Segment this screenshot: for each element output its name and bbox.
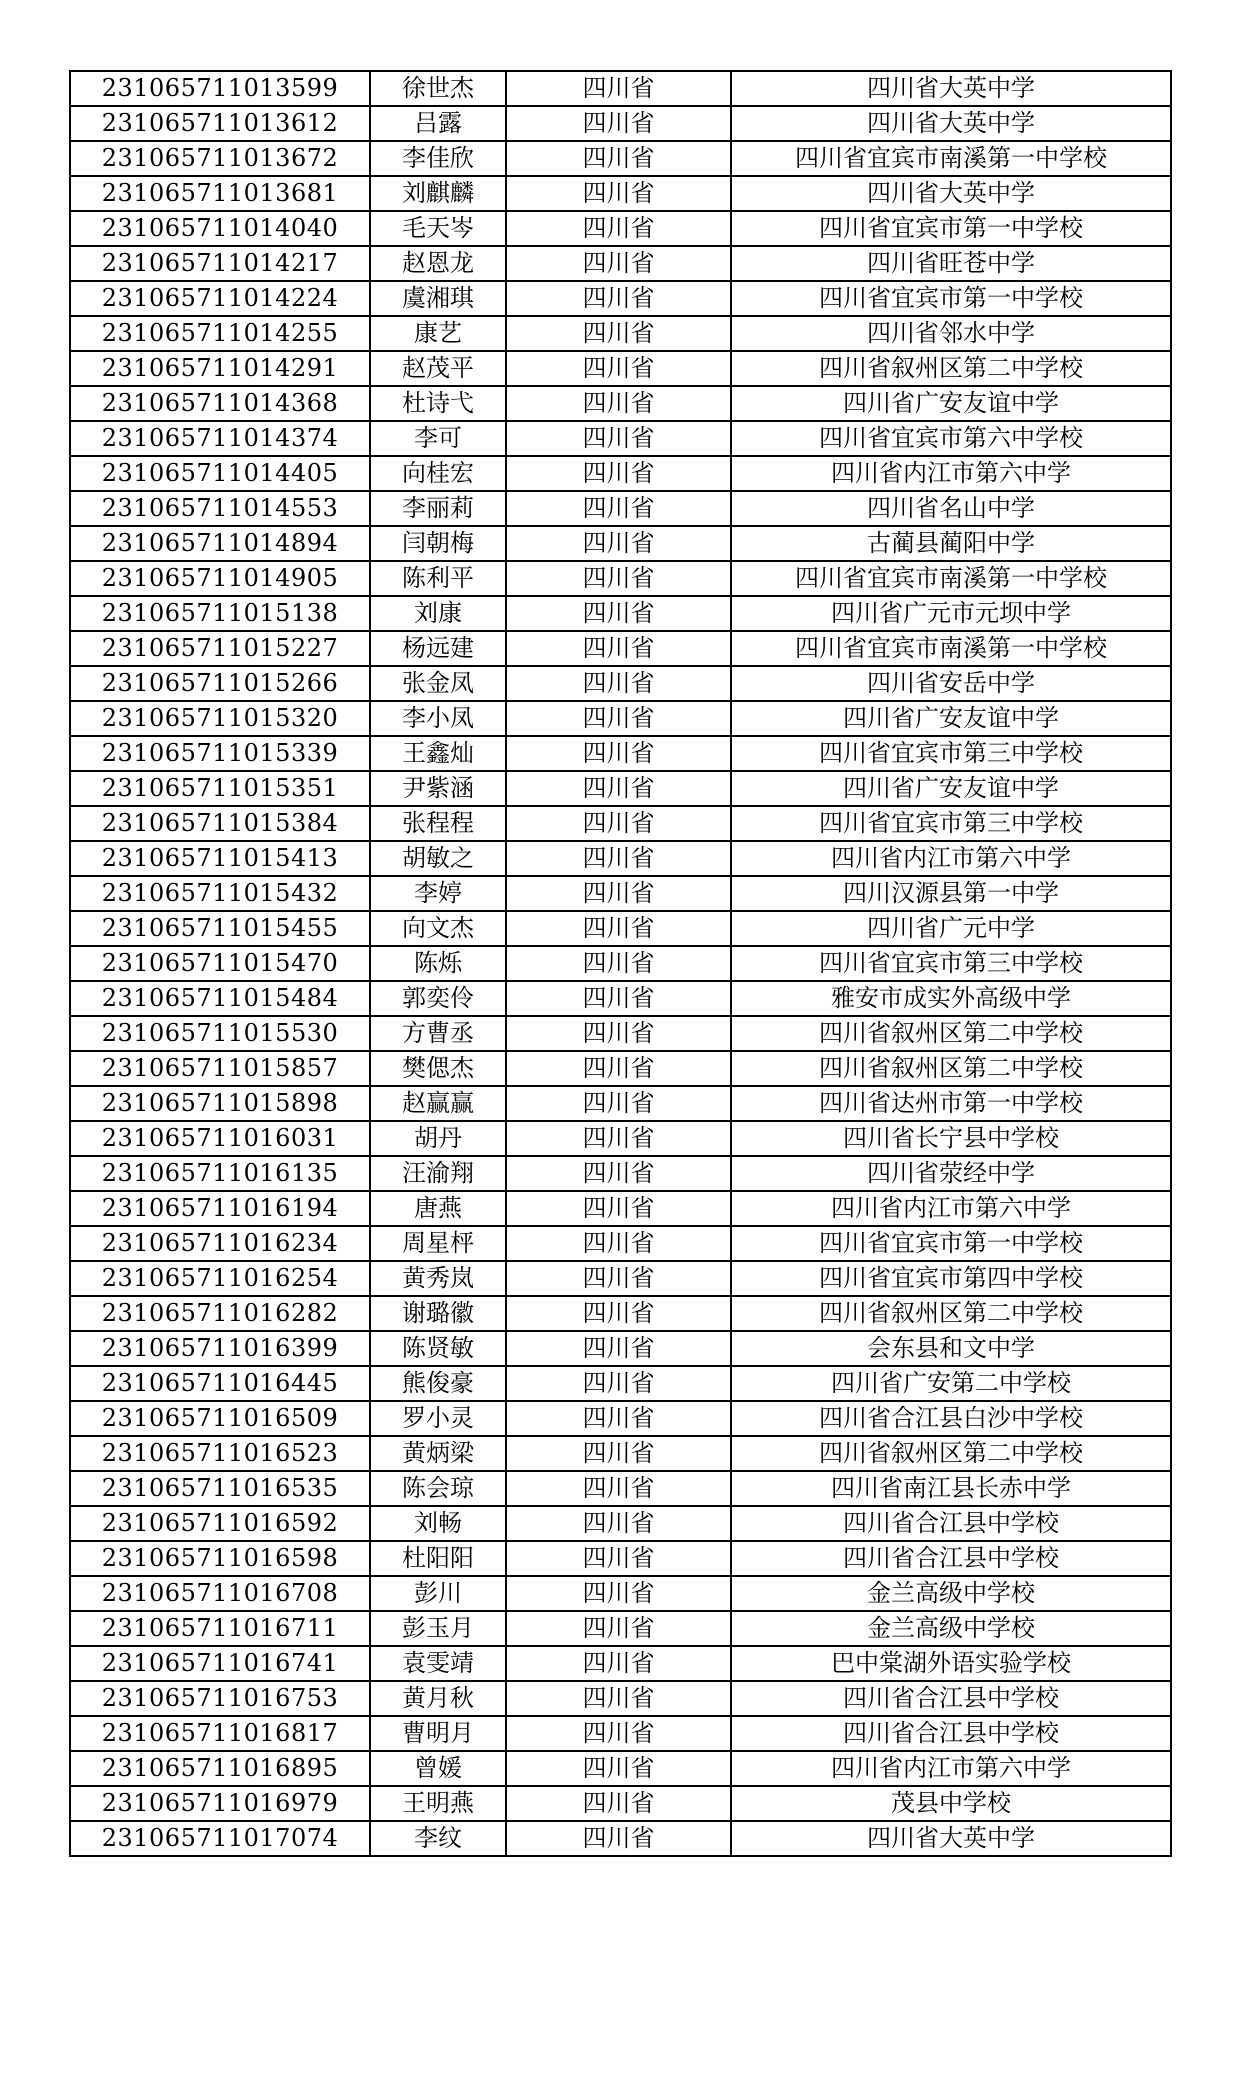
province-cell: 四川省 [506,421,731,456]
table-row [70,1296,1171,1331]
candidate-id-cell: 231065711016741 [70,1646,370,1681]
province-cell: 四川省 [506,1611,731,1646]
school-cell: 四川省合江县白沙中学校 [731,1401,1171,1436]
table-row [70,1716,1171,1751]
table-row [70,1681,1171,1716]
school-cell: 四川省广安第二中学校 [731,1366,1171,1401]
table-row [70,1191,1171,1226]
name-cell: 李纹 [370,1821,506,1856]
table-row [70,701,1171,736]
name-cell: 陈烁 [370,946,506,981]
name-cell: 周星枰 [370,1226,506,1261]
school-cell: 四川省宜宾市第一中学校 [731,211,1171,246]
province-cell: 四川省 [506,596,731,631]
candidate-id-cell: 231065711015351 [70,771,370,806]
name-cell: 罗小灵 [370,1401,506,1436]
school-cell: 四川省南江县长赤中学 [731,1471,1171,1506]
table-row [70,141,1171,176]
name-cell: 赵恩龙 [370,246,506,281]
name-cell: 谢璐徽 [370,1296,506,1331]
school-cell: 四川汉源县第一中学 [731,876,1171,911]
school-cell: 四川省宜宾市第六中学校 [731,421,1171,456]
candidate-id-cell: 231065711014368 [70,386,370,421]
name-cell: 袁雯靖 [370,1646,506,1681]
table-row [70,1051,1171,1086]
candidate-id-cell: 231065711016895 [70,1751,370,1786]
school-cell: 雅安市成实外高级中学 [731,981,1171,1016]
table-row [70,806,1171,841]
table-row [70,1576,1171,1611]
school-cell: 四川省叙州区第二中学校 [731,1051,1171,1086]
table-row [70,1121,1171,1156]
candidate-id-cell: 231065711015470 [70,946,370,981]
name-cell: 刘畅 [370,1506,506,1541]
province-cell: 四川省 [506,806,731,841]
candidate-id-cell: 231065711015413 [70,841,370,876]
province-cell: 四川省 [506,1541,731,1576]
candidate-id-cell: 231065711013599 [70,71,370,106]
province-cell: 四川省 [506,1191,731,1226]
school-cell: 四川省叙州区第二中学校 [731,1016,1171,1051]
candidate-id-cell: 231065711016282 [70,1296,370,1331]
name-cell: 彭川 [370,1576,506,1611]
province-cell: 四川省 [506,1751,731,1786]
name-cell: 唐燕 [370,1191,506,1226]
school-cell: 四川省广元中学 [731,911,1171,946]
province-cell: 四川省 [506,911,731,946]
candidate-id-cell: 231065711015384 [70,806,370,841]
school-cell: 四川省旺苍中学 [731,246,1171,281]
school-cell: 四川省达州市第一中学校 [731,1086,1171,1121]
candidate-id-cell: 231065711016399 [70,1331,370,1366]
school-cell: 四川省荥经中学 [731,1156,1171,1191]
candidate-id-cell: 231065711016135 [70,1156,370,1191]
table-row [70,1226,1171,1261]
candidate-id-cell: 231065711015266 [70,666,370,701]
candidate-id-cell: 231065711014405 [70,456,370,491]
province-cell: 四川省 [506,981,731,1016]
candidate-id-cell: 231065711015857 [70,1051,370,1086]
table-row [70,736,1171,771]
province-cell: 四川省 [506,841,731,876]
table-row [70,1016,1171,1051]
candidate-id-cell: 231065711014224 [70,281,370,316]
province-cell: 四川省 [506,351,731,386]
table-row [70,106,1171,141]
province-cell: 四川省 [506,106,731,141]
name-cell: 樊偲杰 [370,1051,506,1086]
candidate-id-cell: 231065711013681 [70,176,370,211]
name-cell: 曹明月 [370,1716,506,1751]
candidate-id-cell: 231065711015320 [70,701,370,736]
province-cell: 四川省 [506,666,731,701]
table-row [70,631,1171,666]
province-cell: 四川省 [506,631,731,666]
school-cell: 四川省广安友谊中学 [731,386,1171,421]
table-row [70,946,1171,981]
name-cell: 陈利平 [370,561,506,596]
name-cell: 徐世杰 [370,71,506,106]
province-cell: 四川省 [506,1401,731,1436]
name-cell: 虞湘琪 [370,281,506,316]
table-row [70,1401,1171,1436]
candidate-id-cell: 231065711015138 [70,596,370,631]
province-cell: 四川省 [506,1506,731,1541]
candidate-id-cell: 231065711014255 [70,316,370,351]
table-row [70,1506,1171,1541]
name-cell: 李小凤 [370,701,506,736]
table-row [70,456,1171,491]
school-cell: 四川省安岳中学 [731,666,1171,701]
province-cell: 四川省 [506,141,731,176]
table-row [70,561,1171,596]
name-cell: 李可 [370,421,506,456]
school-cell: 茂县中学校 [731,1786,1171,1821]
candidate-id-cell: 231065711016979 [70,1786,370,1821]
school-cell: 四川省邻水中学 [731,316,1171,351]
candidate-id-cell: 231065711016817 [70,1716,370,1751]
school-cell: 四川省宜宾市南溪第一中学校 [731,561,1171,596]
name-cell: 李丽莉 [370,491,506,526]
name-cell: 黄月秋 [370,1681,506,1716]
school-cell: 古蔺县蔺阳中学 [731,526,1171,561]
candidate-id-cell: 231065711013672 [70,141,370,176]
school-cell: 四川省宜宾市第三中学校 [731,946,1171,981]
name-cell: 郭奕伶 [370,981,506,1016]
table-row [70,596,1171,631]
candidate-id-cell: 231065711016708 [70,1576,370,1611]
school-cell: 四川省合江县中学校 [731,1716,1171,1751]
candidate-id-cell: 231065711015530 [70,1016,370,1051]
table-row [70,1541,1171,1576]
table-row [70,246,1171,281]
province-cell: 四川省 [506,1016,731,1051]
name-cell: 熊俊豪 [370,1366,506,1401]
candidate-id-cell: 231065711015898 [70,1086,370,1121]
school-cell: 四川省宜宾市第一中学校 [731,1226,1171,1261]
candidate-id-cell: 231065711015455 [70,911,370,946]
province-cell: 四川省 [506,176,731,211]
table-row [70,1611,1171,1646]
roster-table [69,70,1172,1857]
candidate-id-cell: 231065711016194 [70,1191,370,1226]
table-row [70,71,1171,106]
province-cell: 四川省 [506,876,731,911]
school-cell: 四川省合江县中学校 [731,1506,1171,1541]
candidate-id-cell: 231065711016711 [70,1611,370,1646]
table-row [70,1646,1171,1681]
table-row [70,1086,1171,1121]
school-cell: 四川省合江县中学校 [731,1541,1171,1576]
candidate-id-cell: 231065711016535 [70,1471,370,1506]
province-cell: 四川省 [506,456,731,491]
name-cell: 闫朝梅 [370,526,506,561]
candidate-id-cell: 231065711017074 [70,1821,370,1856]
name-cell: 陈贤敏 [370,1331,506,1366]
province-cell: 四川省 [506,1821,731,1856]
school-cell: 金兰高级中学校 [731,1611,1171,1646]
province-cell: 四川省 [506,1051,731,1086]
table-row [70,1261,1171,1296]
province-cell: 四川省 [506,1681,731,1716]
table-row [70,281,1171,316]
province-cell: 四川省 [506,1086,731,1121]
name-cell: 王明燕 [370,1786,506,1821]
name-cell: 杜诗弋 [370,386,506,421]
school-cell: 四川省广元市元坝中学 [731,596,1171,631]
name-cell: 杨远建 [370,631,506,666]
candidate-id-cell: 231065711016031 [70,1121,370,1156]
province-cell: 四川省 [506,1226,731,1261]
roster-table-body [70,71,1171,1856]
name-cell: 康艺 [370,316,506,351]
table-row [70,1156,1171,1191]
roster-table-container [69,70,1170,1857]
candidate-id-cell: 231065711016592 [70,1506,370,1541]
province-cell: 四川省 [506,701,731,736]
candidate-id-cell: 231065711016445 [70,1366,370,1401]
name-cell: 李婷 [370,876,506,911]
candidate-id-cell: 231065711014291 [70,351,370,386]
school-cell: 四川省内江市第六中学 [731,456,1171,491]
table-row [70,1436,1171,1471]
province-cell: 四川省 [506,946,731,981]
province-cell: 四川省 [506,1786,731,1821]
province-cell: 四川省 [506,561,731,596]
name-cell: 彭玉月 [370,1611,506,1646]
province-cell: 四川省 [506,246,731,281]
school-cell: 四川省内江市第六中学 [731,1191,1171,1226]
province-cell: 四川省 [506,281,731,316]
school-cell: 四川省宜宾市第三中学校 [731,736,1171,771]
name-cell: 向桂宏 [370,456,506,491]
candidate-id-cell: 231065711015227 [70,631,370,666]
school-cell: 四川省宜宾市第一中学校 [731,281,1171,316]
candidate-id-cell: 231065711013612 [70,106,370,141]
school-cell: 四川省广安友谊中学 [731,701,1171,736]
province-cell: 四川省 [506,316,731,351]
school-cell: 四川省大英中学 [731,71,1171,106]
candidate-id-cell: 231065711015484 [70,981,370,1016]
school-cell: 四川省叙州区第二中学校 [731,1436,1171,1471]
name-cell: 刘康 [370,596,506,631]
province-cell: 四川省 [506,1716,731,1751]
table-row [70,1331,1171,1366]
table-row [70,666,1171,701]
school-cell: 巴中棠湖外语实验学校 [731,1646,1171,1681]
school-cell: 四川省宜宾市南溪第一中学校 [731,141,1171,176]
table-row [70,1821,1171,1856]
name-cell: 张金凤 [370,666,506,701]
candidate-id-cell: 231065711015339 [70,736,370,771]
school-cell: 四川省名山中学 [731,491,1171,526]
name-cell: 胡丹 [370,1121,506,1156]
table-row [70,1751,1171,1786]
candidate-id-cell: 231065711014894 [70,526,370,561]
province-cell: 四川省 [506,1646,731,1681]
table-row [70,1471,1171,1506]
province-cell: 四川省 [506,1121,731,1156]
province-cell: 四川省 [506,1261,731,1296]
name-cell: 黄秀岚 [370,1261,506,1296]
school-cell: 四川省大英中学 [731,106,1171,141]
table-row [70,176,1171,211]
name-cell: 赵茂平 [370,351,506,386]
province-cell: 四川省 [506,1366,731,1401]
province-cell: 四川省 [506,1296,731,1331]
candidate-id-cell: 231065711016509 [70,1401,370,1436]
candidate-id-cell: 231065711016254 [70,1261,370,1296]
candidate-id-cell: 231065711016753 [70,1681,370,1716]
candidate-id-cell: 231065711014374 [70,421,370,456]
school-cell: 金兰高级中学校 [731,1576,1171,1611]
name-cell: 杜阳阳 [370,1541,506,1576]
candidate-id-cell: 231065711016598 [70,1541,370,1576]
table-row [70,981,1171,1016]
school-cell: 四川省宜宾市第三中学校 [731,806,1171,841]
candidate-id-cell: 231065711014905 [70,561,370,596]
candidate-id-cell: 231065711016523 [70,1436,370,1471]
table-row [70,841,1171,876]
name-cell: 毛天岑 [370,211,506,246]
table-row [70,211,1171,246]
table-row [70,1786,1171,1821]
table-row [70,876,1171,911]
table-row [70,771,1171,806]
candidate-id-cell: 231065711015432 [70,876,370,911]
candidate-id-cell: 231065711014040 [70,211,370,246]
province-cell: 四川省 [506,736,731,771]
province-cell: 四川省 [506,386,731,421]
name-cell: 方曹丞 [370,1016,506,1051]
name-cell: 刘麒麟 [370,176,506,211]
candidate-id-cell: 231065711014553 [70,491,370,526]
school-cell: 四川省大英中学 [731,1821,1171,1856]
school-cell: 四川省叙州区第二中学校 [731,1296,1171,1331]
name-cell: 陈会琼 [370,1471,506,1506]
school-cell: 四川省内江市第六中学 [731,1751,1171,1786]
name-cell: 汪渝翔 [370,1156,506,1191]
school-cell: 四川省大英中学 [731,176,1171,211]
name-cell: 向文杰 [370,911,506,946]
table-row [70,351,1171,386]
name-cell: 尹紫涵 [370,771,506,806]
name-cell: 曾媛 [370,1751,506,1786]
school-cell: 四川省长宁县中学校 [731,1121,1171,1156]
table-row [70,316,1171,351]
table-row [70,911,1171,946]
name-cell: 赵赢赢 [370,1086,506,1121]
province-cell: 四川省 [506,1156,731,1191]
school-cell: 四川省广安友谊中学 [731,771,1171,806]
province-cell: 四川省 [506,1436,731,1471]
table-row [70,1366,1171,1401]
candidate-id-cell: 231065711014217 [70,246,370,281]
candidate-id-cell: 231065711016234 [70,1226,370,1261]
school-cell: 四川省宜宾市南溪第一中学校 [731,631,1171,666]
province-cell: 四川省 [506,1331,731,1366]
school-cell: 四川省合江县中学校 [731,1681,1171,1716]
name-cell: 张程程 [370,806,506,841]
name-cell: 胡敏之 [370,841,506,876]
name-cell: 黄炳梁 [370,1436,506,1471]
table-row [70,491,1171,526]
province-cell: 四川省 [506,771,731,806]
school-cell: 会东县和文中学 [731,1331,1171,1366]
table-row [70,421,1171,456]
school-cell: 四川省宜宾市第四中学校 [731,1261,1171,1296]
province-cell: 四川省 [506,1576,731,1611]
table-row [70,386,1171,421]
name-cell: 李佳欣 [370,141,506,176]
province-cell: 四川省 [506,1471,731,1506]
table-row [70,526,1171,561]
province-cell: 四川省 [506,526,731,561]
province-cell: 四川省 [506,211,731,246]
school-cell: 四川省内江市第六中学 [731,841,1171,876]
school-cell: 四川省叙州区第二中学校 [731,351,1171,386]
province-cell: 四川省 [506,71,731,106]
name-cell: 王鑫灿 [370,736,506,771]
province-cell: 四川省 [506,491,731,526]
name-cell: 吕露 [370,106,506,141]
